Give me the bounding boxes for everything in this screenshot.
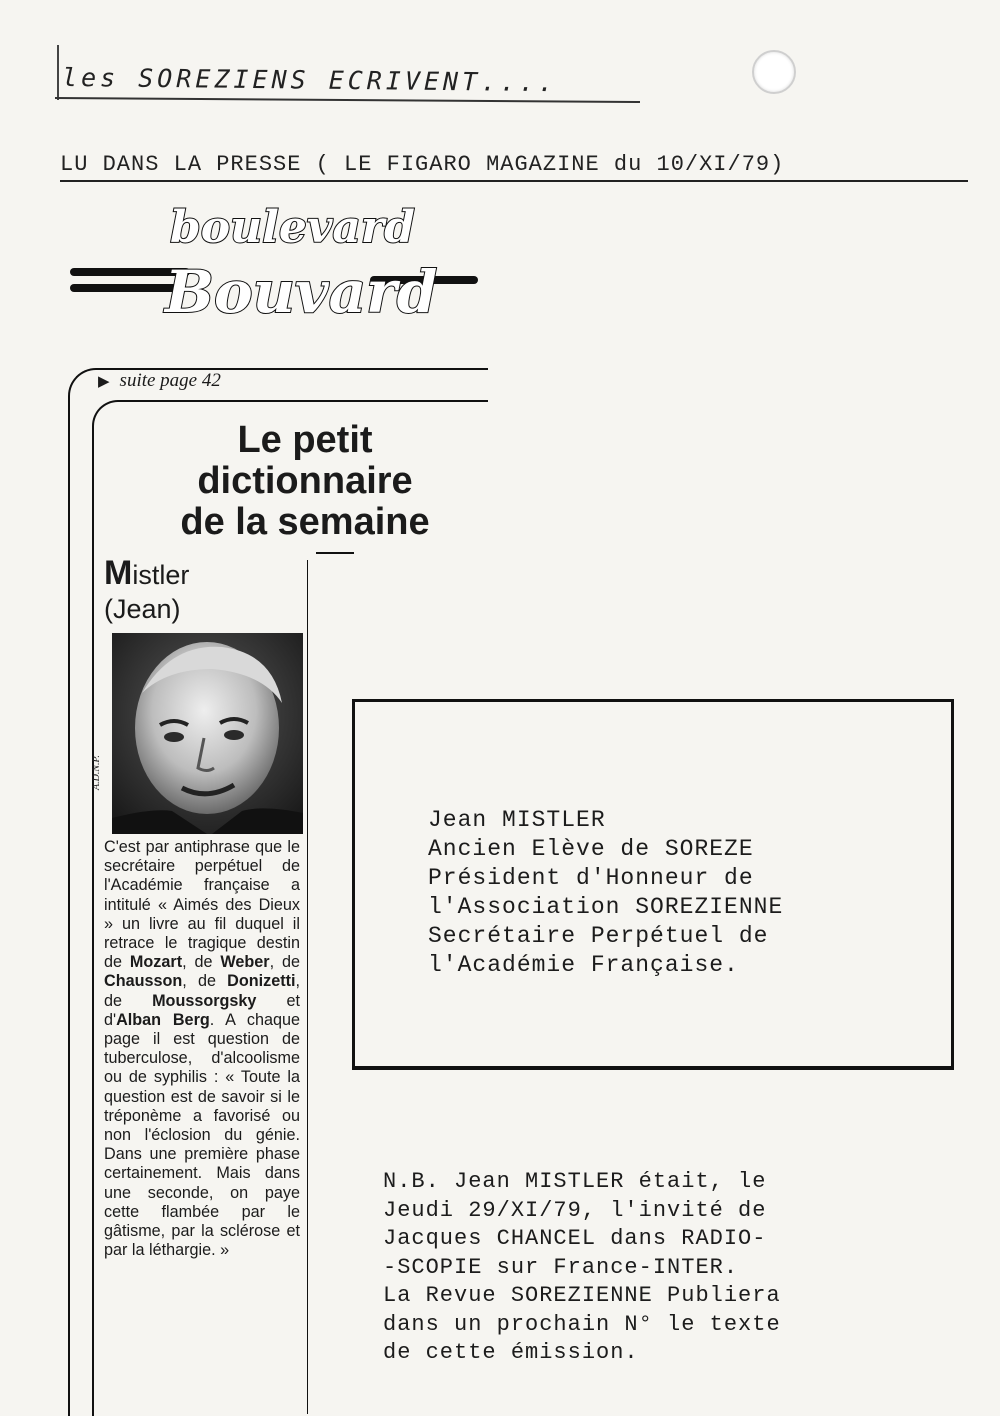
body-text-part: C'est par antiphrase que le secrétaire perpétuel de l'Académie française a intitulé « Aimés des Dieux » un livre au fil duquel il retrace le tragique destin de — [104, 838, 300, 972]
nota-bene-line: -SCOPIE sur France-INTER. — [383, 1254, 739, 1280]
handwritten-underline — [55, 97, 640, 103]
body-text-part: . A chaque page il est question de tuberculose, d'alcoolisme ou de syphilis : « Toute la question est de savoir si le tréponème a favorisé ou non l'éclosion du génie. Dans une première phase certainement. Mais dans une seconde, on paye cette flambée par le gâtisme, par la sclérose et par la léthargie. » — [104, 1010, 300, 1260]
nota-bene — [383, 1168, 781, 1368]
article-body — [104, 838, 300, 1260]
nota-bene-line: Jeudi 29/XI/79, l'invité de — [383, 1197, 767, 1223]
entry-name-second: (Jean) — [104, 594, 181, 624]
composer-name: Donizetti — [227, 972, 296, 991]
body-text-part: , de — [182, 953, 213, 972]
dedication-text — [428, 806, 783, 980]
continued-text: suite page 42 — [119, 370, 221, 391]
photo-credit: A.D.N.P. — [91, 755, 102, 790]
dedication-line: l'Académie Française. — [428, 952, 739, 978]
article-title-line: de la semaine — [180, 501, 430, 543]
punch-hole — [752, 50, 796, 94]
body-text-part: , de — [104, 972, 300, 1010]
body-text-part: , de — [182, 972, 216, 991]
entry-name-rest: istler — [132, 560, 190, 590]
portrait-illustration — [112, 633, 303, 834]
nota-bene-line: Jacques CHANCEL dans RADIO- — [383, 1226, 767, 1251]
composer-name: Mozart — [129, 953, 183, 972]
entry-name-initial: M — [104, 554, 133, 592]
body-text-part: , de — [269, 953, 300, 972]
dedication-line: Président d'Honneur de — [428, 865, 754, 891]
logo-line-1: boulevard — [170, 202, 415, 253]
dedication-line: Jean MISTLER — [428, 807, 606, 833]
nota-bene-line: de cette émission. — [383, 1340, 639, 1365]
continued-note — [98, 370, 221, 392]
nota-bene-line: La Revue SOREZIENNE Publiera — [383, 1283, 781, 1308]
article-title — [125, 420, 485, 543]
title-rule — [316, 552, 354, 554]
press-source-line: LU DANS LA PRESSE ( LE FIGARO MAGAZINE du 10/XI/79) — [60, 152, 785, 177]
entry-name — [104, 556, 189, 626]
composer-name: Chausson — [104, 972, 183, 991]
play-arrow-icon: ▶ — [98, 374, 110, 390]
margin-mark — [57, 45, 59, 100]
composer-name: Moussorgsky — [152, 991, 257, 1010]
article-title-line: Le petit — [237, 419, 373, 461]
dedication-line: l'Association SOREZIENNE — [428, 894, 784, 920]
composer-name: Alban Berg — [116, 1010, 210, 1029]
press-source-underline — [60, 180, 968, 182]
handwritten-header: les SOREZIENS ECRIVENT.... — [61, 62, 558, 98]
column-rule — [307, 560, 308, 1414]
logo-line-2: Bouvard — [165, 258, 438, 326]
article-title-line: dictionnaire — [197, 460, 413, 502]
nota-bene-line: N.B. Jean MISTLER était, le — [383, 1169, 767, 1194]
dedication-line: Secrétaire Perpétuel de — [428, 923, 769, 949]
nota-bene-line: dans un prochain N° le texte — [383, 1311, 781, 1337]
portrait-photo — [112, 633, 303, 834]
boulevard-bouvard-logo — [70, 200, 490, 350]
dedication-line: Ancien Elève de SOREZE — [428, 836, 754, 862]
logo-bar — [70, 284, 180, 292]
body-text-part: et d' — [104, 991, 300, 1029]
composer-name: Weber — [220, 953, 270, 972]
